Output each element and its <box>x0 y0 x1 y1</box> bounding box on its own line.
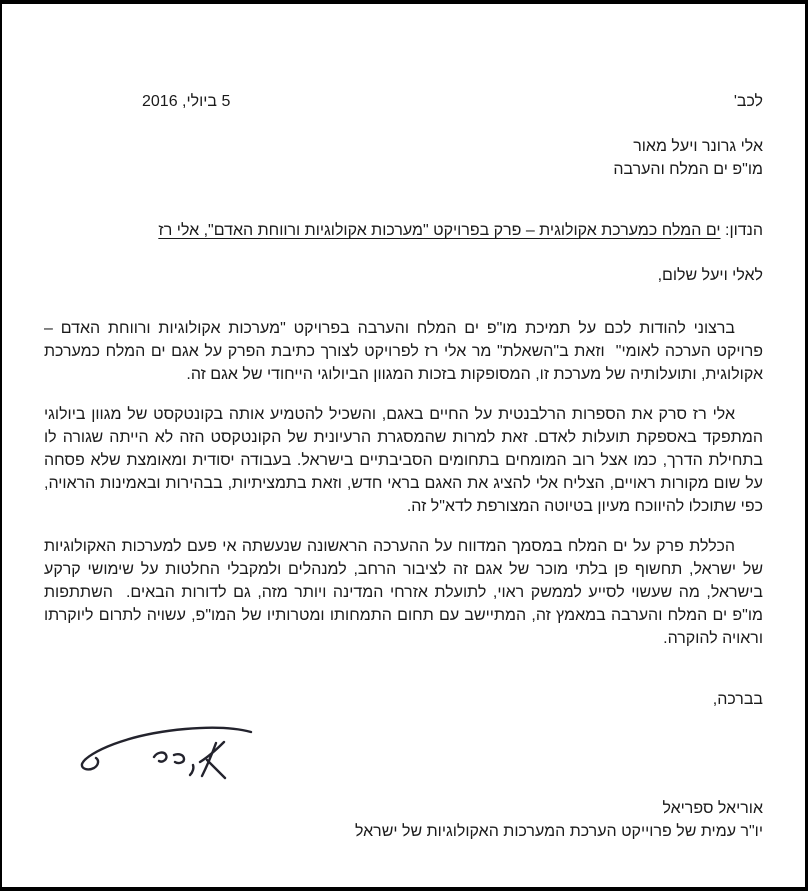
closing-salutation: בברכה, <box>712 691 763 708</box>
signer-name: אוריאל ספריאל <box>662 800 763 817</box>
recipient-organization: מו"פ ים המלח והערבה <box>613 161 763 178</box>
body-paragraph-2: אלי רז סרק את הספרות הרלבנטית על החיים באגם, והשכיל להטמיע אותה בקונטקסט של מגוון ביולוגי המתפקד באספקת תועלות לאדם. זאת למרות שהמסגרת הרעיונית של הקונטקסט הזה לא הייתה שגורה לו בתחילת הדרך, כמו אצל רוב המומחים בתחומים הסביבתיים בישראל. בעבודה יסודית ומאומצת שלא פסחה על שום מקורות ראויים, הצליח אלי להציג את האגם בראי חדש, וזאת בתמציתיות, בבהירות ובאמינות הראויה, כפי שתוכלו להיווכח מעיון בטיוטה המצורפת לדא"ל זה. <box>39 406 763 515</box>
subject-label: הנדון: <box>725 222 763 239</box>
recipient-address-block <box>44 135 763 181</box>
letter-date: 5 ביולי, 2016 <box>142 93 231 110</box>
recipient-names: אלי גרונר ויעל מאור <box>633 138 763 155</box>
handwritten-signature-icon <box>58 717 266 793</box>
body-paragraph-3: הכללת פרק על ים המלח במסמך המדווח על ההערכה הראשונה שנעשתה אי פעם למערכות האקולוגיות של ישראל, תחשוף פן בלתי מוכר של אגם זה לציבור הרחב, למנהלים ולמקבלי החלטות על שימושי קרקע בישראל, מה שעשוי לסייע לממשק ראוי, לתועלת אזרחי המדינה ויותר מזה, גם לדורות הבאים. השתתפות מו"פ ים המלח והערבה במאמץ זה, המתיישב עם תחום התמחותו ומטרותיו של המו"פ, עשויה לתרום ליוקרתו וראויה להוקרה. <box>39 538 763 647</box>
signer-title: יו"ר עמית של פרוייקט הערכת המערכות האקולוגיות של ישראל <box>354 823 763 840</box>
subject-line <box>44 219 763 242</box>
subject-text: ים המלח כמערכת אקולוגית – פרק בפרויקט "מערכות אקולוגיות ורווחת האדם", אלי רז <box>158 222 721 239</box>
letter-header-row <box>44 90 763 113</box>
greeting: לאלי ויעל שלום, <box>657 267 763 284</box>
body-paragraph-1: ברצוני להודות לכם על תמיכת מו"פ ים המלח והערבה בפרויקט "מערכות אקולוגיות ורווחת האדם – פרויקט הערכה לאומי" וזאת ב"השאלת" מר אלי רז לפרויקט לצורך כתיבת הפרק על אגם ים המלח כמערכת אקולוגית, ותועלותיה של מערכת זו, המסופקות בזכות המגוון הביולוגי הייחודי של אגם זה. <box>39 320 763 383</box>
recipient-prefix: לכב' <box>733 93 763 110</box>
signature-block <box>44 717 763 793</box>
